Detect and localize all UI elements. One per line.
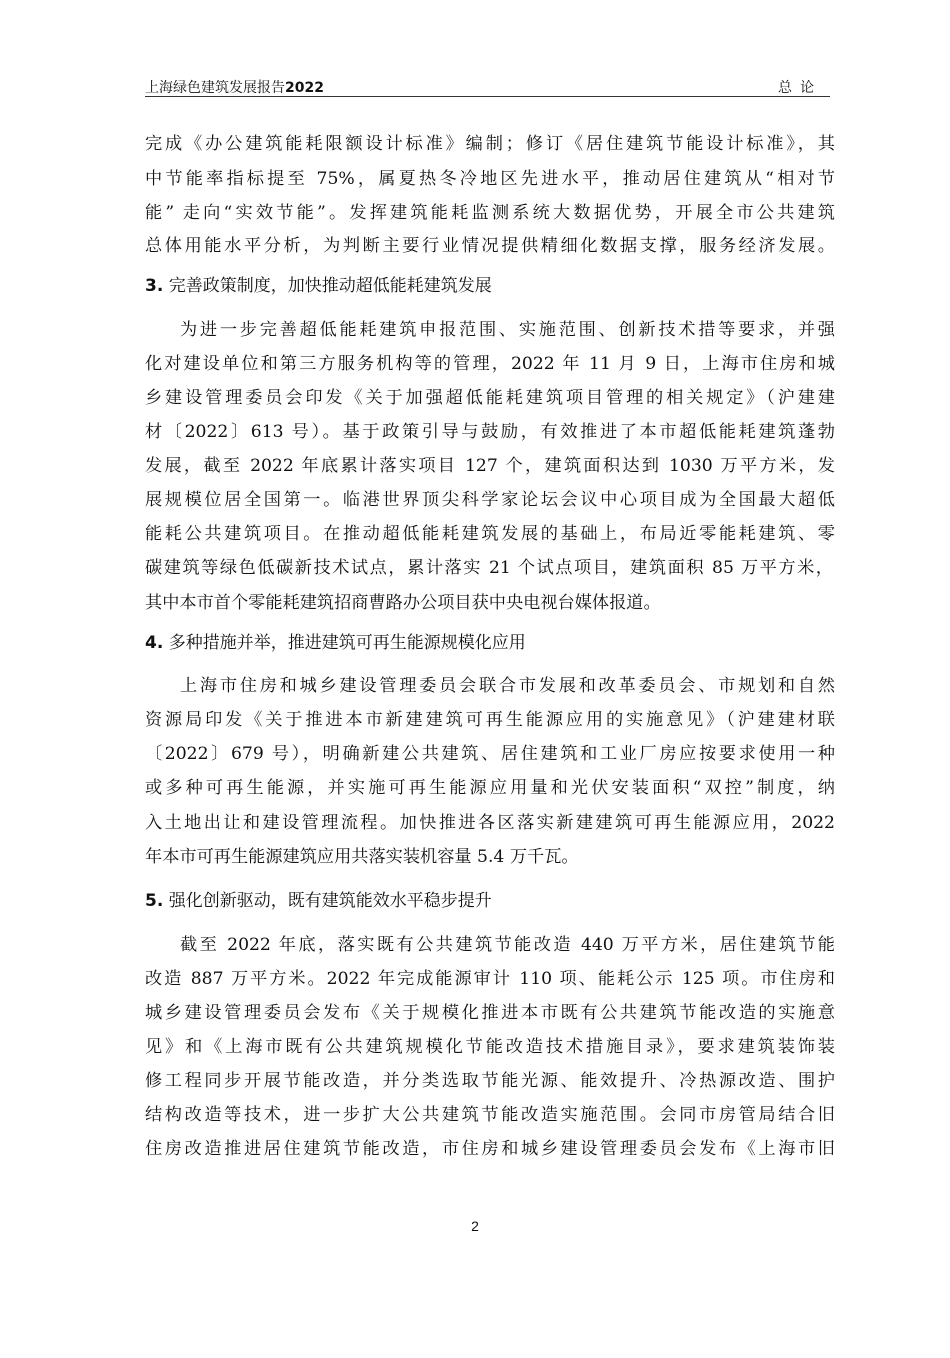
header-section: 总论 <box>778 80 822 96</box>
paragraph-line: 中节能率指标提至 75%，属夏热冬冷地区先进水平，推动居住建筑从“相对节 <box>145 169 835 189</box>
paragraph-line: 总体用能水平分析，为判断主要行业情况提供精细化数据支撑，服务经济发展。 <box>145 236 835 256</box>
section-heading-3: 3. 完善政策制度，加快推动超低能耗建筑发展 <box>145 276 492 296</box>
page-number: 2 <box>471 1218 479 1234</box>
paragraph-line: 住房改造推进居住建筑节能改造，市住房和城乡建设管理委员会发布《上海市旧 <box>145 1139 835 1159</box>
section-heading-4: 4. 多种措施并举，推进建筑可再生能源规模化应用 <box>145 633 526 653</box>
paragraph-line: 结构改造等技术，进一步扩大公共建筑节能改造实施范围。会同市房管局结合旧 <box>145 1105 835 1125</box>
paragraph-line: 入土地出让和建设管理流程。加快推进各区落实新建建筑可再生能源应用，2022 <box>145 813 835 833</box>
paragraph-line: 资源局印发《关于推进本市新建建筑可再生能源应用的实施意见》（沪建建材联 <box>145 710 835 730</box>
paragraph-line: 材〔2022〕613 号）。基于政策引导与鼓励，有效推进了本市超低能耗建筑蓬勃 <box>145 422 835 442</box>
page-header <box>145 74 830 97</box>
paragraph-line: 能耗公共建筑项目。在推动超低能耗建筑发展的基础上，布局近零能耗建筑、零 <box>145 524 835 544</box>
paragraph-line: 修工程同步开展节能改造，并分类选取节能光源、能效提升、冷热源改造、围护 <box>145 1071 835 1091</box>
paragraph-line: 碳建筑等绿色低碳新技术试点，累计落实 21 个试点项目，建筑面积 85 万平方米， <box>145 558 833 578</box>
paragraph-line: 展规模位居全国第一。临港世界顶尖科学家论坛会议中心项目成为全国最大超低 <box>145 490 835 510</box>
paragraph-line: 上海市住房和城乡建设管理委员会联合市发展和改革委员会、市规划和自然 <box>180 676 835 696</box>
paragraph-line: 〔2022〕679 号），明确新建公共建筑、居住建筑和工业厂房应按要求使用一种 <box>145 744 835 764</box>
paragraph-line: 能” 走向“实效节能”。发挥建筑能耗监测系统大数据优势，开展全市公共建筑 <box>145 203 835 223</box>
paragraph-line: 其中本市首个零能耗建筑招商曹路办公项目获中央电视台媒体报道。 <box>145 593 661 613</box>
paragraph-line: 发展，截至 2022 年底累计落实项目 127 个，建筑面积达到 1030 万平方米，发 <box>145 456 835 476</box>
header-title: 上海绿色建筑发展报告2022 <box>145 80 324 96</box>
paragraph-line: 截至 2022 年底，落实既有公共建筑节能改造 440 万平方米，居住建筑节能 <box>180 935 835 955</box>
paragraph-line: 为进一步完善超低能耗建筑申报范围、实施范围、创新技术措等要求，并强 <box>180 320 835 340</box>
paragraph-line: 见》和《上海市既有公共建筑规模化节能改造技术措施目录》，要求建筑装饰装 <box>145 1037 835 1057</box>
paragraph-line: 或多种可再生能源，并实施可再生能源应用量和光伏安装面积“双控”制度，纳 <box>145 778 835 798</box>
paragraph-line: 乡建设管理委员会印发《关于加强超低能耗建筑项目管理的相关规定》（沪建建 <box>145 388 835 408</box>
paragraph-line: 城乡建设管理委员会发布《关于规模化推进本市既有公共建筑节能改造的实施意 <box>145 1003 835 1023</box>
paragraph-line: 年本市可再生能源建筑应用共落实装机容量 5.4 万千瓦。 <box>145 847 579 867</box>
paragraph-line: 化对建设单位和第三方服务机构等的管理，2022 年 11 月 9 日，上海市住房和城 <box>145 354 835 374</box>
paragraph-line: 改造 887 万平方米。2022 年完成能源审计 110 项、能耗公示 125 项。市住房和 <box>145 969 835 989</box>
section-heading-5: 5. 强化创新驱动，既有建筑能效水平稳步提升 <box>145 891 492 911</box>
paragraph-line: 完成《办公建筑能耗限额设计标准》编制；修订《居住建筑节能设计标准》，其 <box>145 134 835 154</box>
